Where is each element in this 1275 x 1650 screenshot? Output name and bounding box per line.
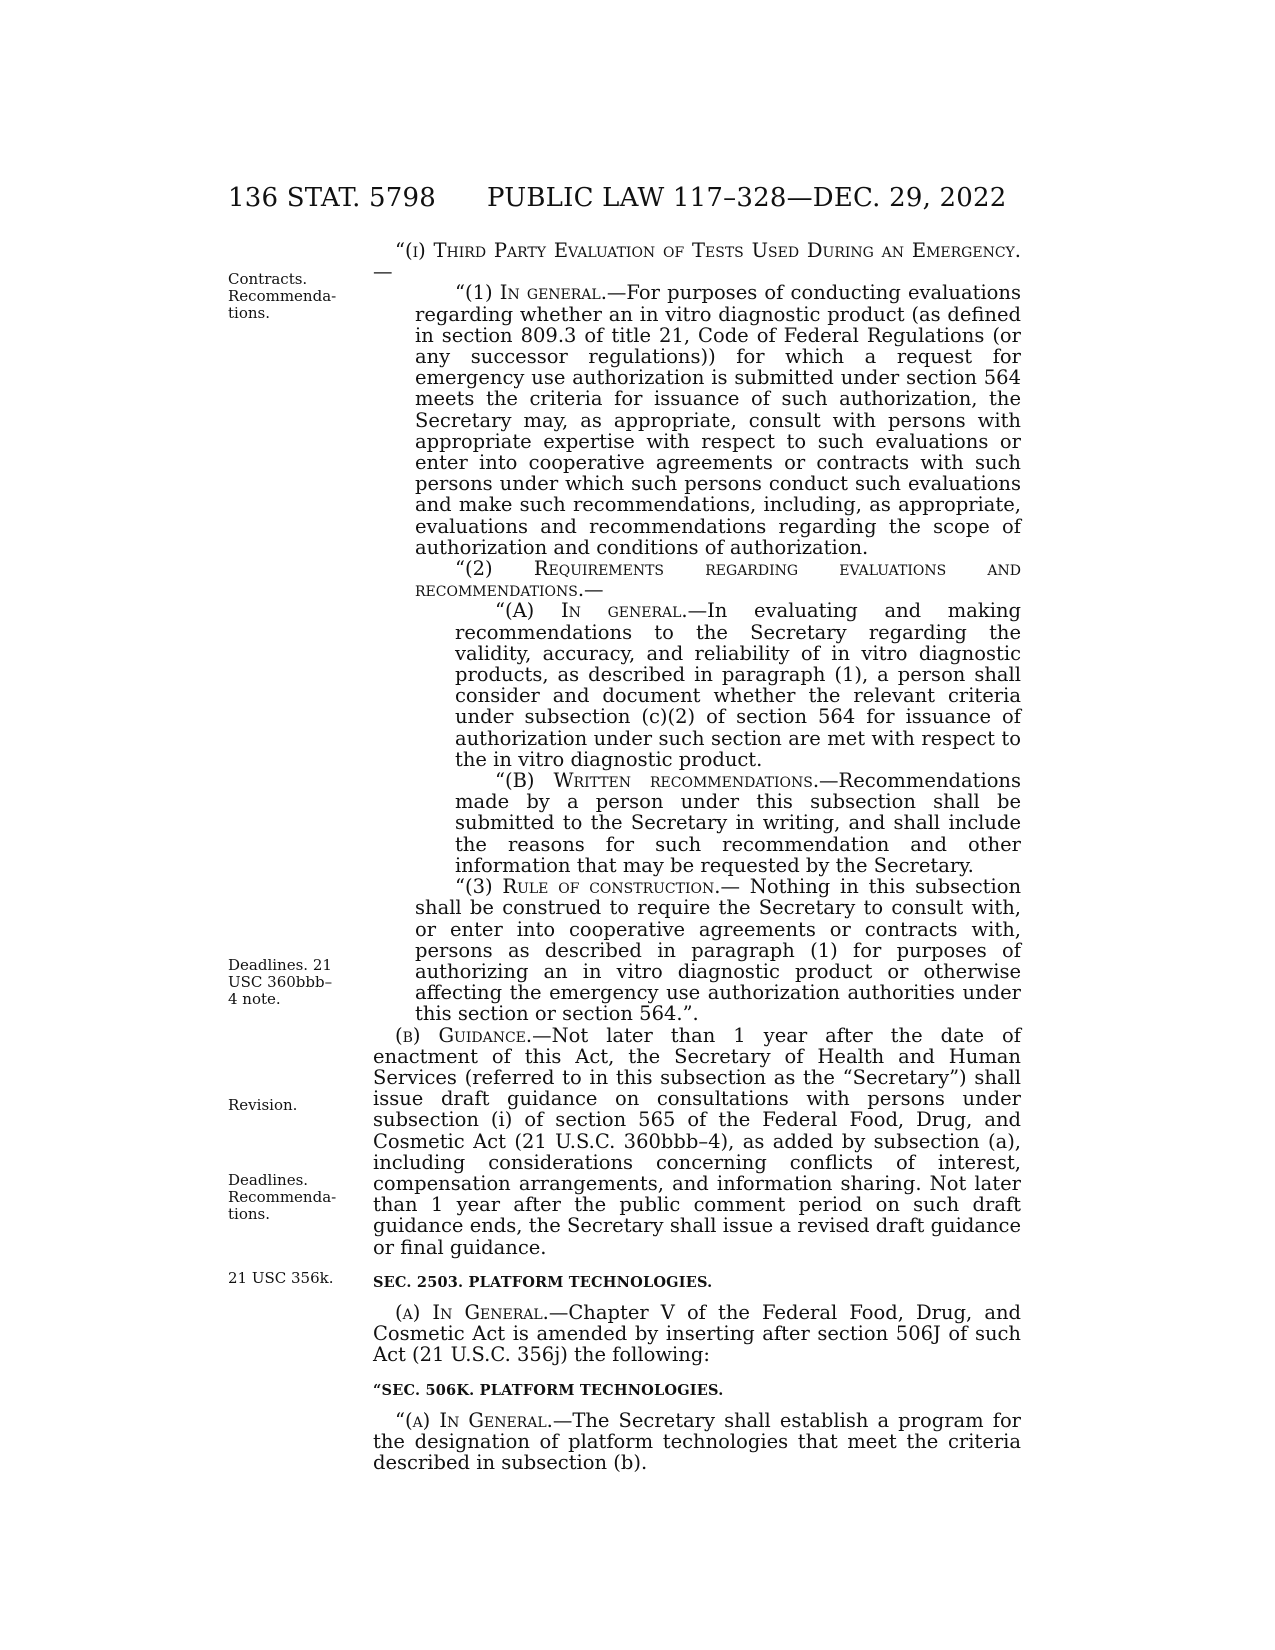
margin-note-contracts: Contracts. Recommenda- tions.	[228, 270, 337, 322]
margin-note-revision: Revision.	[228, 1096, 298, 1114]
section-2503-subsection-a	[373, 1302, 1021, 1366]
subsection-i-heading: “(i) Third Party Evaluation of Tests Used During an Emergency.—	[373, 239, 1021, 284]
statute-page-number: 136 STAT. 5798	[228, 183, 436, 213]
section-506k-subsection-a	[373, 1410, 1021, 1474]
paragraph-3	[415, 876, 1021, 1024]
subparagraph-b	[455, 770, 1021, 876]
document-body	[373, 240, 1021, 1473]
subsection-b-text: —Not later than 1 year after the date of enactment of this Act, the Secretary of Health and Human Services (referred to in this subsection as the “Secretary”) shall issue draft guidance on consultations with persons under subsection (i) of section 565 of the Federal Food, Drug, and Cosmetic Act (21 U.S.C. 360bbb–4), as added by subsection (a), including considerations concerning conflicts of interest, compensation arrangements, and information sharing. Not later than 1 year after the public comment period on such draft guidance ends, the Secretary shall issue a revised draft guidance or final guidance.	[373, 1023, 1021, 1259]
paragraph-1-heading: “(1) In general.	[455, 281, 607, 305]
subparagraph-b-heading: “(B) Written recommendations.	[495, 769, 820, 793]
paragraph-2-heading: “(2) Requirements regarding evaluations and recommendations.—	[415, 557, 1021, 602]
section-506k-subsection-a-heading: “(a) In General.	[395, 1408, 553, 1432]
margin-note-deadlines-usc: Deadlines. 21 USC 360bbb–4 note.	[228, 956, 333, 1008]
subparagraph-a-text: —In evaluating and making recommendations to the Secretary regarding the validity, accuracy, and reliability of in vitro diagnostic products, as described in paragraph (1), a person shall consider and document whether the relevant criteria under subsection (c)(2) of section 564 for issuance of authorization under such section are met with respect to the in vitro diagnostic product.	[455, 599, 1022, 771]
margin-note-deadlines-recommendations: Deadlines. Recommenda- tions.	[228, 1171, 337, 1223]
subparagraph-b-text: —Recommendations made by a person under this subsection shall be submitted to the Secretary in writing, and shall include the reasons for such recommendation and other information that may be requested by the Secretary.	[455, 769, 1021, 877]
section-2503-subsection-a-heading: (a) In General.	[395, 1300, 549, 1324]
public-law-header: PUBLIC LAW 117–328—DEC. 29, 2022	[487, 183, 1007, 213]
paragraph-1-text: —For purposes of conducting evaluations regarding whether an in vitro diagnostic product (as defined in section 809.3 of title 21, Code of Federal Regulations (or any successor regulations)) for which a request for emergency use authorization is submitted under section 564 meets the criteria for issuance of such authorization, the Secretary may, as appropriate, consult with persons with appropriate expertise with respect to such evaluations or enter into cooperative agreements or contracts with such persons under which such persons conduct such evaluations and make such recommendations, including, as appropriate, evaluations and recommendations regarding the scope of authorization and conditions of authorization.	[415, 281, 1021, 559]
paragraph-3-text: — Nothing in this subsection shall be construed to require the Secretary to consult with, or enter into cooperative agreements or contracts with, persons as described in paragraph (1) for purposes of authorizing an in vitro diagnostic product or otherwise affecting the emergency use authorization authorities under this section or section 564.”.	[415, 875, 1022, 1026]
margin-note-usc-356k: 21 USC 356k.	[228, 1269, 334, 1287]
paragraph-1	[415, 282, 1021, 558]
section-506k-subsection-a-text: —The Secretary shall establish a program for the designation of platform technologies that meet the criteria described in subsection (b).	[373, 1408, 1022, 1475]
section-2503-subsection-a-text: —Chapter V of the Federal Food, Drug, and Cosmetic Act is amended by inserting after section 506J of such Act (21 U.S.C. 356j) the following:	[373, 1300, 1021, 1367]
paragraph-3-heading: “(3) Rule of construction.	[455, 875, 721, 899]
subsection-b-heading: (b) Guidance.	[395, 1023, 533, 1047]
subparagraph-a	[455, 600, 1021, 770]
subparagraph-a-heading: “(A) In general.	[495, 599, 688, 623]
subsection-b	[373, 1025, 1021, 1258]
section-506k-heading: “SEC. 506K. PLATFORM TECHNOLOGIES.	[373, 1381, 724, 1399]
section-2503-heading: SEC. 2503. PLATFORM TECHNOLOGIES.	[373, 1273, 713, 1291]
